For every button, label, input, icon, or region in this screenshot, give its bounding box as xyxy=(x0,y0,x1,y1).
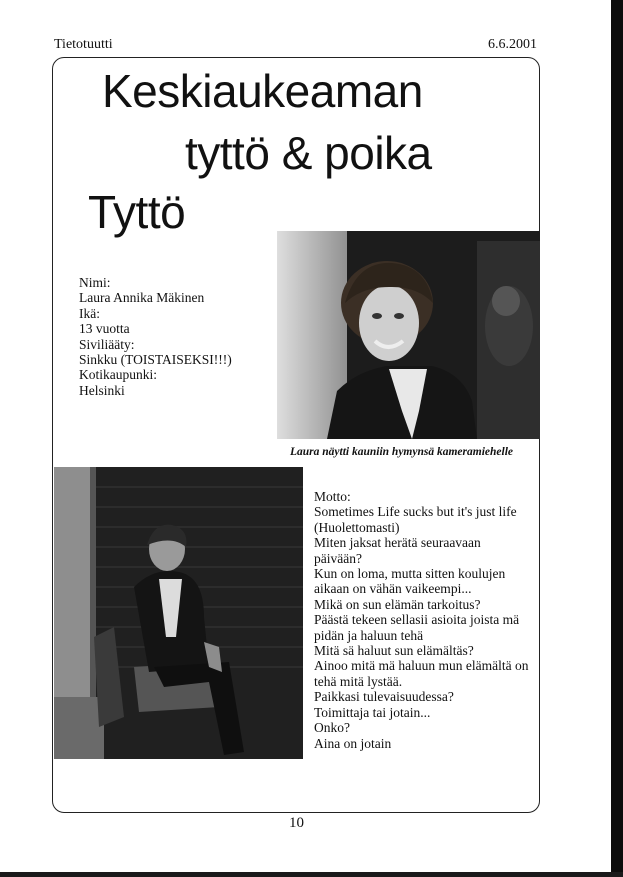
issue-date: 6.6.2001 xyxy=(488,37,537,52)
motto-line: Motto: xyxy=(314,489,351,504)
portrait-photo xyxy=(277,231,540,439)
scan-edge-bottom xyxy=(0,872,623,877)
motto-line: Mitä sä haluut sun elämältäs? xyxy=(314,643,474,659)
motto-line: Kun on loma, mutta sitten koulujen aikaan on vähän vaikeempi... xyxy=(314,566,506,597)
page-number: 10 xyxy=(289,815,304,831)
info-line: Ikä: xyxy=(79,305,100,321)
info-line: 13 vuotta xyxy=(79,321,130,337)
title-line-1: Keskiaukeaman xyxy=(102,65,423,117)
section-heading: Tyttö xyxy=(88,186,186,238)
interview-text xyxy=(314,489,529,751)
info-line: Laura Annika Mäkinen xyxy=(79,290,205,306)
info-line: Siviliääty: xyxy=(79,336,135,352)
motto-line: Paikkasi tulevaisuudessa? xyxy=(314,689,454,705)
motto-line: Ainoo mitä mä haluun mun elämältä on tehä mitä lystää. xyxy=(314,658,529,689)
photo-caption: Laura näytti kauniin hymynsä kameramiehelle xyxy=(290,446,513,458)
motto-line: Mikä on sun elämän tarkoitus? xyxy=(314,596,481,612)
scan-edge-right xyxy=(611,0,623,877)
motto-line: Onko? xyxy=(314,720,350,736)
info-line: Nimi: xyxy=(79,275,111,290)
publication-name: Tietotuutti xyxy=(54,37,113,52)
motto-line: Aina on jotain xyxy=(314,735,392,751)
title-line-2: tyttö & poika xyxy=(185,127,432,179)
motto-line: Päästä tekeen sellasii asioita joista mä pidän ja haluun tehä xyxy=(314,612,520,643)
motto-line: Miten jaksat herätä seuraavaan päivään? xyxy=(314,535,481,566)
info-line: Sinkku (TOISTAISEKSI!!!) xyxy=(79,352,232,368)
profile-info xyxy=(79,275,232,398)
motto-line: Sometimes Life sucks but it's just life (Huolettomasti) xyxy=(314,504,517,535)
info-line: Kotikaupunki: xyxy=(79,367,157,383)
info-line: Helsinki xyxy=(79,382,125,398)
motto-line: Toimittaja tai jotain... xyxy=(314,704,431,720)
seated-photo xyxy=(54,467,303,759)
